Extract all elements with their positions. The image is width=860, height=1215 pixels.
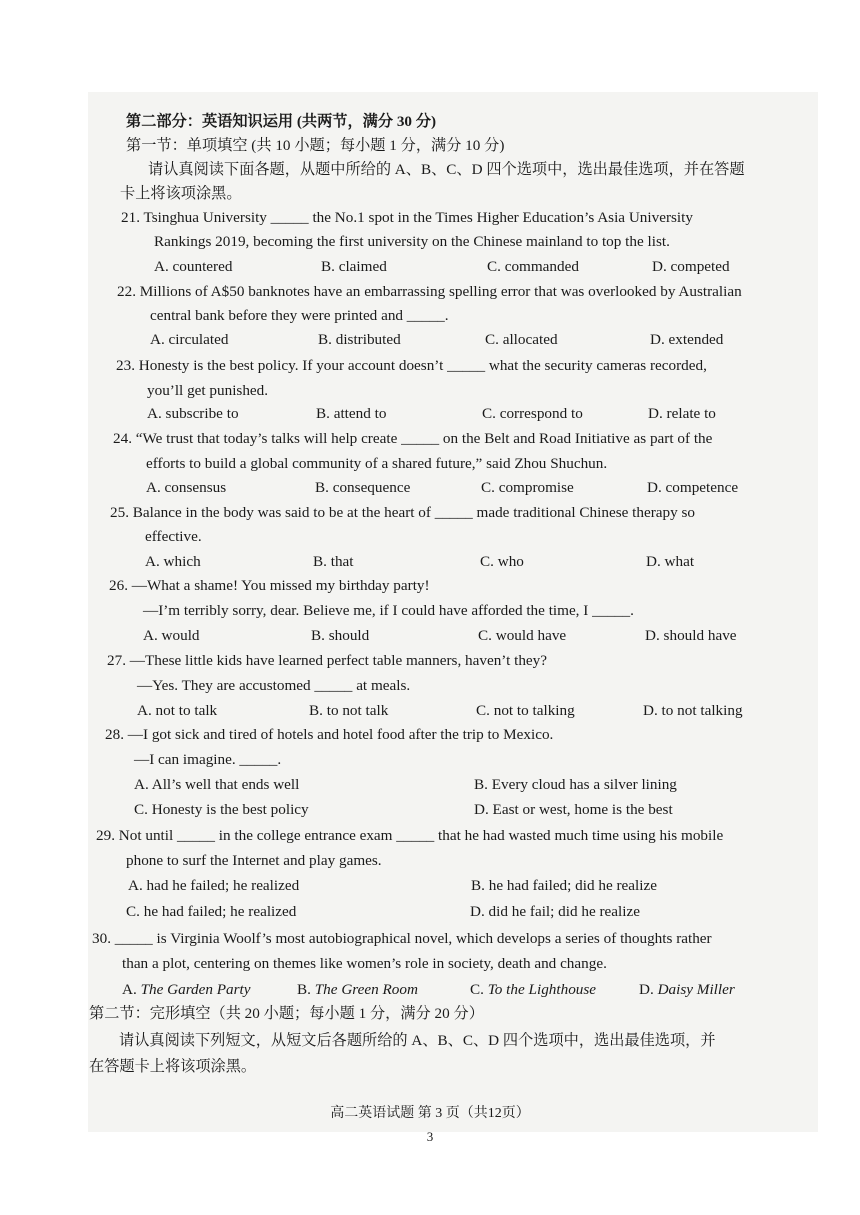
question-30-stem: 30. _____ is Virginia Woolf’s most autobiographical novel, which develops a series of thoughts rather <box>92 930 712 947</box>
question-23-stem-cont: you’ll get punished. <box>147 382 269 399</box>
option-letter-a: A. <box>122 981 141 998</box>
question-22-option-b[interactable]: B. distributed <box>318 331 401 348</box>
question-26-option-c[interactable]: C. would have <box>478 627 567 644</box>
question-23-option-d[interactable]: D. relate to <box>648 405 716 422</box>
question-25-option-a[interactable]: A. which <box>145 553 201 570</box>
section1-instruction: 请认真阅读下面各题，从题中所给的 A、B、C、D 四个选项中，选出最佳选项，并在答题 <box>148 161 745 178</box>
question-27-option-c[interactable]: C. not to talking <box>476 702 575 719</box>
question-28-stem-cont: —I can imagine. _____. <box>134 751 282 768</box>
question-22-option-a[interactable]: A. circulated <box>150 331 229 348</box>
question-24-stem: 24. “We trust that today’s talks will help create _____ on the Belt and Road Initiative as part of the <box>113 430 713 447</box>
question-24-stem-cont: efforts to build a global community of a shared future,” said Zhou Shuchun. <box>146 455 608 472</box>
question-24-option-d[interactable]: D. competence <box>647 479 739 496</box>
question-28-option-d[interactable]: D. East or west, home is the best <box>474 801 673 818</box>
question-21-option-b[interactable]: B. claimed <box>321 258 387 275</box>
question-23-stem: 23. Honesty is the best policy. If your account doesn’t _____ what the security cameras recorded, <box>116 357 707 374</box>
question-27-stem-cont: —Yes. They are accustomed _____ at meals. <box>137 677 411 694</box>
book-title-c: To the Lighthouse <box>487 981 597 998</box>
question-30-stem-cont: than a plot, centering on themes like women’s role in society, death and change. <box>122 955 607 972</box>
question-25-stem-cont: effective. <box>145 528 202 545</box>
question-30-option-c[interactable] <box>470 980 596 1000</box>
question-21-option-c[interactable]: C. commanded <box>487 258 579 275</box>
question-28-option-b[interactable]: B. Every cloud has a silver lining <box>474 776 677 793</box>
question-21-option-a[interactable]: A. countered <box>154 258 233 275</box>
section2-instruction: 请认真阅读下列短文，从短文后各题所给的 A、B、C、D 四个选项中，选出最佳选项，并 <box>119 1032 716 1049</box>
book-title-a: The Garden Party <box>140 981 251 998</box>
question-27-option-b[interactable]: B. to not talk <box>309 702 389 719</box>
question-26-stem-cont: —I’m terribly sorry, dear. Believe me, if I could have afforded the time, I _____. <box>143 602 634 619</box>
question-25-option-c[interactable]: C. who <box>480 553 524 570</box>
question-22-stem-cont: central bank before they were printed and _____. <box>150 307 449 324</box>
question-30-option-a[interactable] <box>122 980 251 1000</box>
question-25-option-b[interactable]: B. that <box>313 553 354 570</box>
book-title-d: Daisy Miller <box>657 981 735 998</box>
section2-title: 第二节：完形填空（共 20 小题；每小题 1 分，满分 20 分） <box>89 1005 484 1022</box>
question-24-option-c[interactable]: C. compromise <box>481 479 574 496</box>
question-29-stem-cont: phone to surf the Internet and play games. <box>126 852 382 869</box>
question-22-option-c[interactable]: C. allocated <box>485 331 558 348</box>
question-26-stem: 26. —What a shame! You missed my birthday party! <box>109 577 430 594</box>
question-23-option-a[interactable]: A. subscribe to <box>147 405 239 422</box>
question-28-stem: 28. —I got sick and tired of hotels and hotel food after the trip to Mexico. <box>105 726 554 743</box>
question-29-option-b[interactable]: B. he had failed; did he realize <box>471 877 657 894</box>
book-title-b: The Green Room <box>314 981 418 998</box>
question-30-option-d[interactable] <box>639 980 735 1000</box>
section2-instruction-cont: 在答题卡上将该项涂黑。 <box>89 1058 257 1075</box>
part-title: 第二部分：英语知识运用 (共两节，满分 30 分) <box>126 113 437 130</box>
question-21-option-d[interactable]: D. competed <box>652 258 730 275</box>
question-24-option-a[interactable]: A. consensus <box>146 479 227 496</box>
question-29-option-a[interactable]: A. had he failed; he realized <box>128 877 300 894</box>
question-23-option-b[interactable]: B. attend to <box>316 405 387 422</box>
question-25-stem: 25. Balance in the body was said to be at the heart of _____ made traditional Chinese therapy so <box>110 504 695 521</box>
question-29-stem: 29. Not until _____ in the college entrance exam _____ that he had wasted much time using his mobile <box>96 827 724 844</box>
question-26-option-b[interactable]: B. should <box>311 627 370 644</box>
question-22-stem: 22. Millions of A$50 banknotes have an embarrassing spelling error that was overlooked by Australian <box>117 283 742 300</box>
option-letter-c: C. <box>470 981 488 998</box>
question-23-option-c[interactable]: C. correspond to <box>482 405 583 422</box>
question-21-stem: 21. Tsinghua University _____ the No.1 spot in the Times Higher Education’s Asia University <box>121 209 693 226</box>
question-27-option-d[interactable]: D. to not talking <box>643 702 743 719</box>
question-29-option-c[interactable]: C. he had failed; he realized <box>126 903 297 920</box>
question-26-option-d[interactable]: D. should have <box>645 627 737 644</box>
question-27-option-a[interactable]: A. not to talk <box>137 702 218 719</box>
question-22-option-d[interactable]: D. extended <box>650 331 724 348</box>
page-number: 3 <box>426 1129 434 1144</box>
question-26-option-a[interactable]: A. would <box>143 627 200 644</box>
question-27-stem: 27. —These little kids have learned perfect table manners, haven’t they? <box>107 652 547 669</box>
question-28-option-c[interactable]: C. Honesty is the best policy <box>134 801 309 818</box>
section1-instruction-cont: 卡上将该项涂黑。 <box>120 185 242 202</box>
page-footer: 高二英语试题 第 3 页（共12页） <box>330 1106 530 1121</box>
question-25-option-d[interactable]: D. what <box>646 553 695 570</box>
question-30-option-b[interactable] <box>297 980 418 1000</box>
question-28-option-a[interactable]: A. All’s well that ends well <box>134 776 300 793</box>
question-29-option-d[interactable]: D. did he fail; did he realize <box>470 903 640 920</box>
option-letter-b: B. <box>297 981 315 998</box>
option-letter-d: D. <box>639 981 658 998</box>
question-24-option-b[interactable]: B. consequence <box>315 479 411 496</box>
question-21-stem-cont: Rankings 2019, becoming the first university on the Chinese mainland to top the list. <box>154 233 670 250</box>
section1-title: 第一节：单项填空 (共 10 小题；每小题 1 分，满分 10 分) <box>126 137 505 154</box>
